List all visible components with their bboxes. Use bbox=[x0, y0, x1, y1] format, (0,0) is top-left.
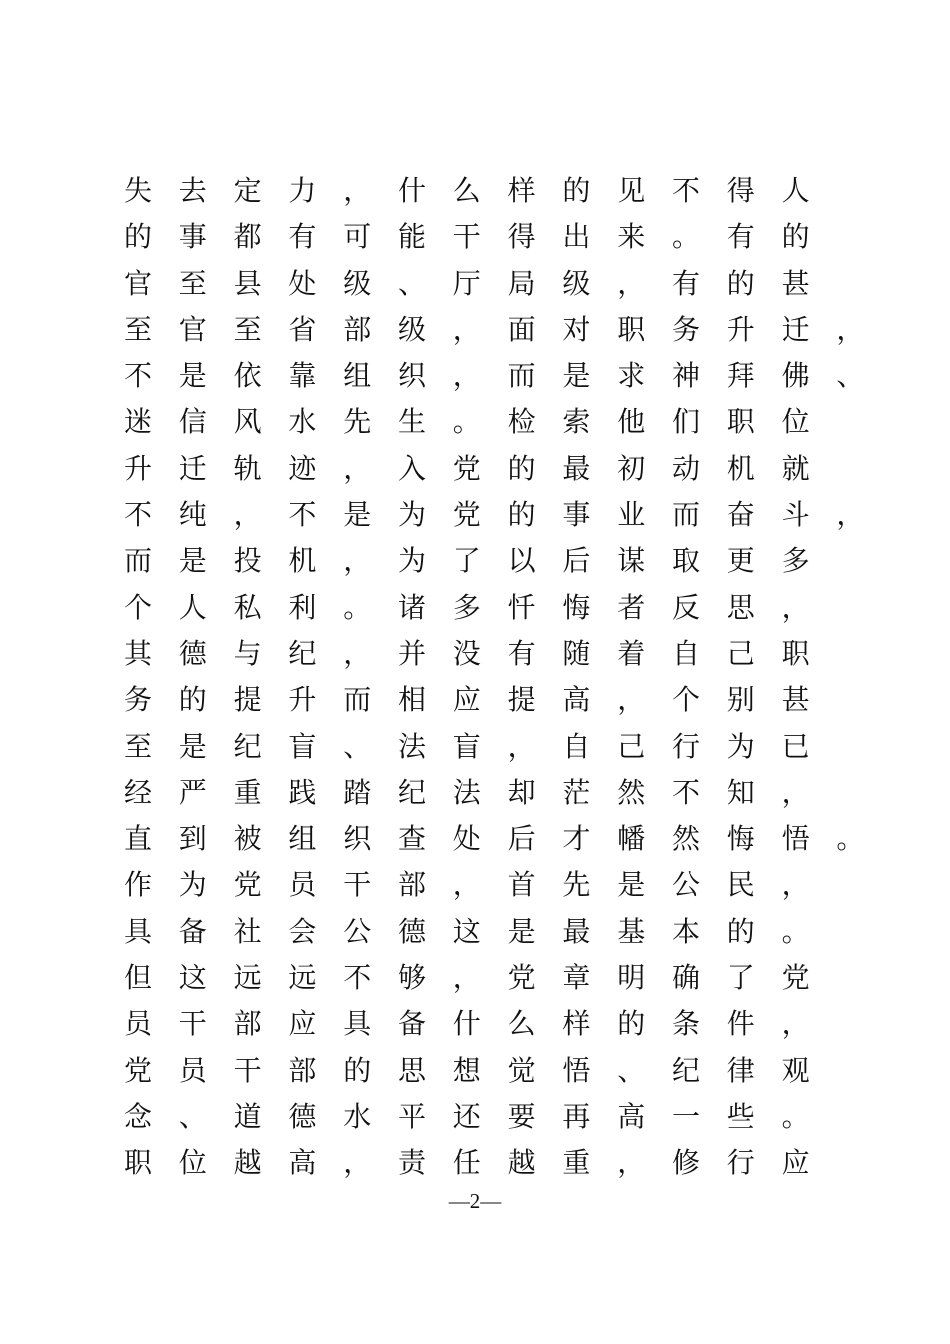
body-text bbox=[124, 168, 892, 1187]
text-line: 官至县处级、厅局级，有的甚 bbox=[124, 266, 837, 300]
text-line: 具备社会公德这是最基本的。 bbox=[124, 914, 837, 948]
text-line: 经严重践踏纪法却茫然不知， bbox=[124, 775, 837, 809]
text-line: 而是投机，为了以后谋取更多 bbox=[124, 544, 837, 578]
text-line: 不是依靠组织，而是求神拜佛、 bbox=[124, 359, 892, 393]
text-line: 的事都有可能干得出来。有的 bbox=[124, 220, 837, 254]
text-line: 不纯，不是为党的事业而奋斗， bbox=[124, 498, 892, 532]
text-line: 念、道德水平还要再高一些。 bbox=[124, 1099, 837, 1133]
text-line: 个人私利。诸多忏悔者反思， bbox=[124, 590, 837, 624]
text-line: 其德与纪，并没有随着自己职 bbox=[124, 636, 837, 670]
text-line: 迷信风水先生。检索他们职位 bbox=[124, 405, 837, 439]
page-number: —2— bbox=[448, 1189, 502, 1213]
text-line: 至是纪盲、法盲，自己行为已 bbox=[124, 729, 837, 763]
text-line: 务的提升而相应提高，个别甚 bbox=[124, 683, 837, 717]
text-line: 直到被组织查处后才幡然悔悟。 bbox=[124, 822, 892, 856]
text-line: 作为党员干部，首先是公民， bbox=[124, 868, 837, 902]
text-line: 失去定力，什么样的见不得人 bbox=[124, 174, 837, 207]
text-line: 至官至省部级，面对职务升迁， bbox=[124, 312, 892, 346]
text-line: 但这远远不够，党章明确了党 bbox=[124, 961, 837, 995]
text-line: 员干部应具备什么样的条件， bbox=[124, 1007, 837, 1041]
text-line: 党员干部的思想觉悟、纪律观 bbox=[124, 1053, 837, 1087]
text-line: 职位越高，责任越重，修行应 bbox=[124, 1146, 837, 1180]
text-line: 升迁轨迹，入党的最初动机就 bbox=[124, 451, 837, 485]
